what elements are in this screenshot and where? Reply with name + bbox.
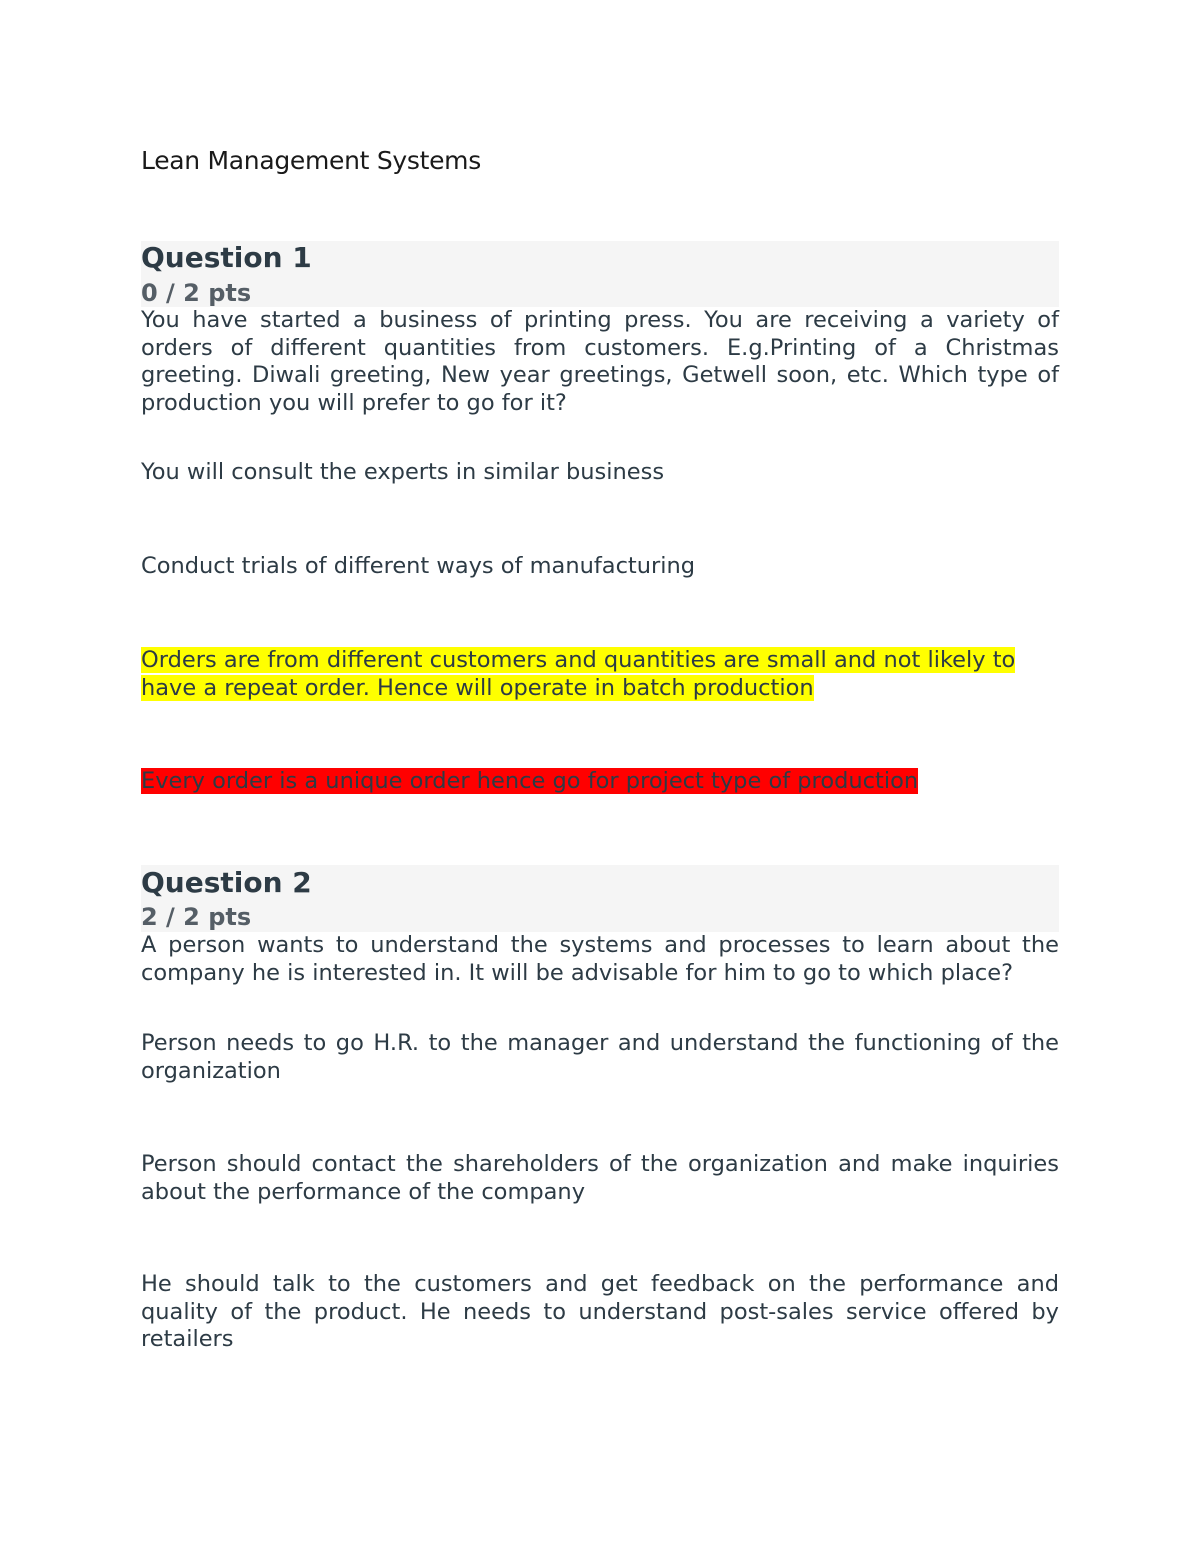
question-1-answer-3 bbox=[141, 647, 1059, 702]
question-2-prompt: A person wants to understand the systems and processes to learn about the company he is interested in. It will be advisable for him to go to which place? bbox=[141, 932, 1059, 986]
incorrect-answer-highlight: Every order is a unique order hence go for project type of production bbox=[141, 768, 919, 794]
question-1-title: Question 1 bbox=[141, 241, 312, 274]
question-1-points: 0 / 2 pts bbox=[141, 279, 252, 307]
question-2-title: Question 2 bbox=[141, 866, 312, 899]
question-1-prompt: You have started a business of printing press. You are receiving a variety of orders of different quantities from customers. E.g.Printing of a Christmas greeting. Diwali greeting, New year greetings, Getwell soon, etc. Which type of production you will prefer to go for it? bbox=[141, 307, 1059, 416]
correct-answer-highlight: Orders are from different customers and quantities are small and not likely to have a repeat order. Hence will operate in batch production bbox=[141, 647, 1016, 701]
question-2-answer-3: He should talk to the customers and get feedback on the performance and quality of the product. He needs to understand post-sales service offered by retailers bbox=[141, 1271, 1059, 1352]
question-2-header bbox=[141, 865, 1059, 932]
question-1-answer-2: Conduct trials of different ways of manufacturing bbox=[141, 553, 696, 579]
document-title: Lean Management Systems bbox=[141, 146, 481, 175]
question-1-header bbox=[141, 241, 1059, 307]
question-1-answer-1: You will consult the experts in similar business bbox=[141, 459, 665, 485]
question-2-answer-1: Person needs to go H.R. to the manager and understand the functioning of the organization bbox=[141, 1030, 1059, 1084]
question-1-answer-4 bbox=[141, 768, 1059, 796]
question-2-answer-2: Person should contact the shareholders of the organization and make inquiries about the performance of the company bbox=[141, 1151, 1059, 1205]
question-2-points: 2 / 2 pts bbox=[141, 903, 252, 931]
